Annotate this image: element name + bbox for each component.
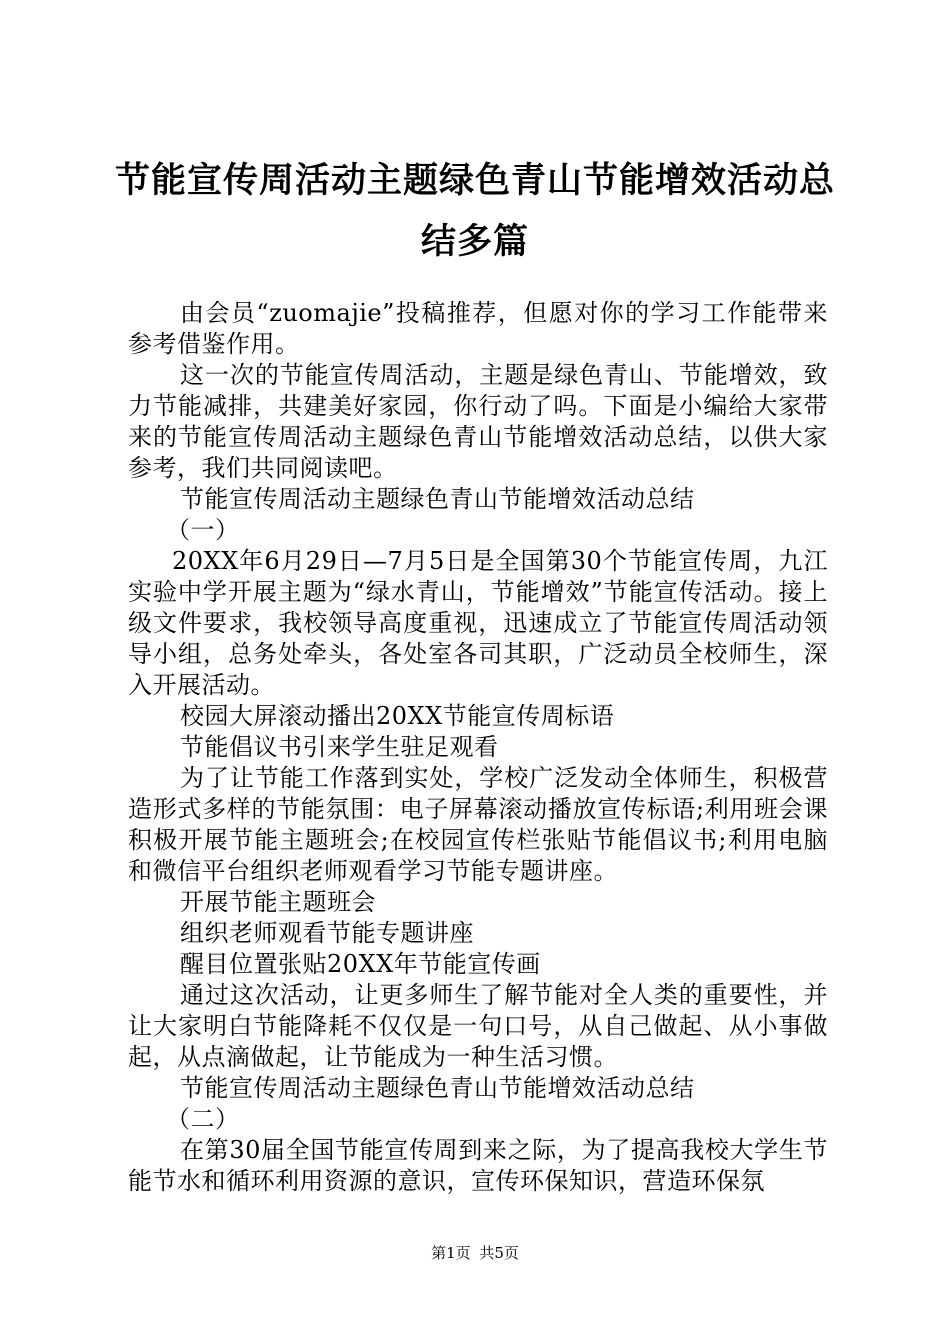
paragraph: 通过这次活动，让更多师生了解节能对全人类的重要性，并让大家明白节能降耗不仅仅是一句口号，从自己做起、从小事做起，从点滴做起，让节能成为一种生活习惯。 — [128, 981, 828, 1071]
paragraph-summary: 这一次的节能宣传周活动，主题是绿色青山、节能增效，致力节能减排，共建美好家园，你行动了吗。下面是小编给大家带来的节能宣传周活动主题绿色青山节能增效活动总结，以供大家参考，我们共同阅读吧。 — [128, 361, 828, 482]
caption: 节能倡议书引来学生驻足观看 — [180, 733, 499, 761]
caption: 组织老师观看节能专题讲座 — [180, 919, 474, 947]
caption: 开展节能主题班会 — [180, 888, 376, 916]
page-total: 共5页 — [479, 1244, 519, 1262]
document-body — [128, 298, 828, 1197]
section-heading: 节能宣传周活动主题绿色青山节能增效活动总结 — [180, 1074, 695, 1102]
caption: 醒目位置张贴20XX年节能宣传画 — [180, 950, 541, 978]
document-title-line-1: 节能宣传周活动主题绿色青山节能增效活动总 — [114, 161, 835, 201]
page-number: 第1页 — [431, 1244, 471, 1262]
document-title-line-2: 结多篇 — [420, 222, 529, 262]
paragraph: 在第30届全国节能宣传周到来之际，为了提高我校大学生节能节水和循环利用资源的意识，宣传环保知识，营造环保氛 — [128, 1136, 828, 1195]
paragraph: 20XX年6月29日—7月5日是全国第30个节能宣传周，九江实验中学开展主题为“绿水青山，节能增效”节能宣传活动。接上级文件要求，我校领导高度重视，迅速成立了节能宣传周活动领导小组，总务处牵头，各处室各司其职，广泛动员全校师生，深入开展活动。 — [128, 547, 828, 699]
section-heading: 节能宣传周活动主题绿色青山节能增效活动总结 — [180, 485, 695, 513]
paragraph: 为了让节能工作落到实处，学校广泛发动全体师生，积极营造形式多样的节能氛围：电子屏幕滚动播放宣传标语;利用班会课积极开展节能主题班会;在校园宣传栏张贴节能倡议书;利用电脑和微信平台组织老师观看学习节能专题讲座。 — [128, 764, 828, 885]
section-number: （一） — [166, 516, 240, 544]
section-number: （二） — [166, 1105, 240, 1133]
caption: 校园大屏滚动播出20XX节能宣传周标语 — [180, 702, 615, 730]
paragraph-intro: 由会员“zuomajie”投稿推荐，但愿对你的学习工作能带来参考借鉴作用。 — [128, 299, 828, 358]
page-footer — [0, 1244, 950, 1262]
